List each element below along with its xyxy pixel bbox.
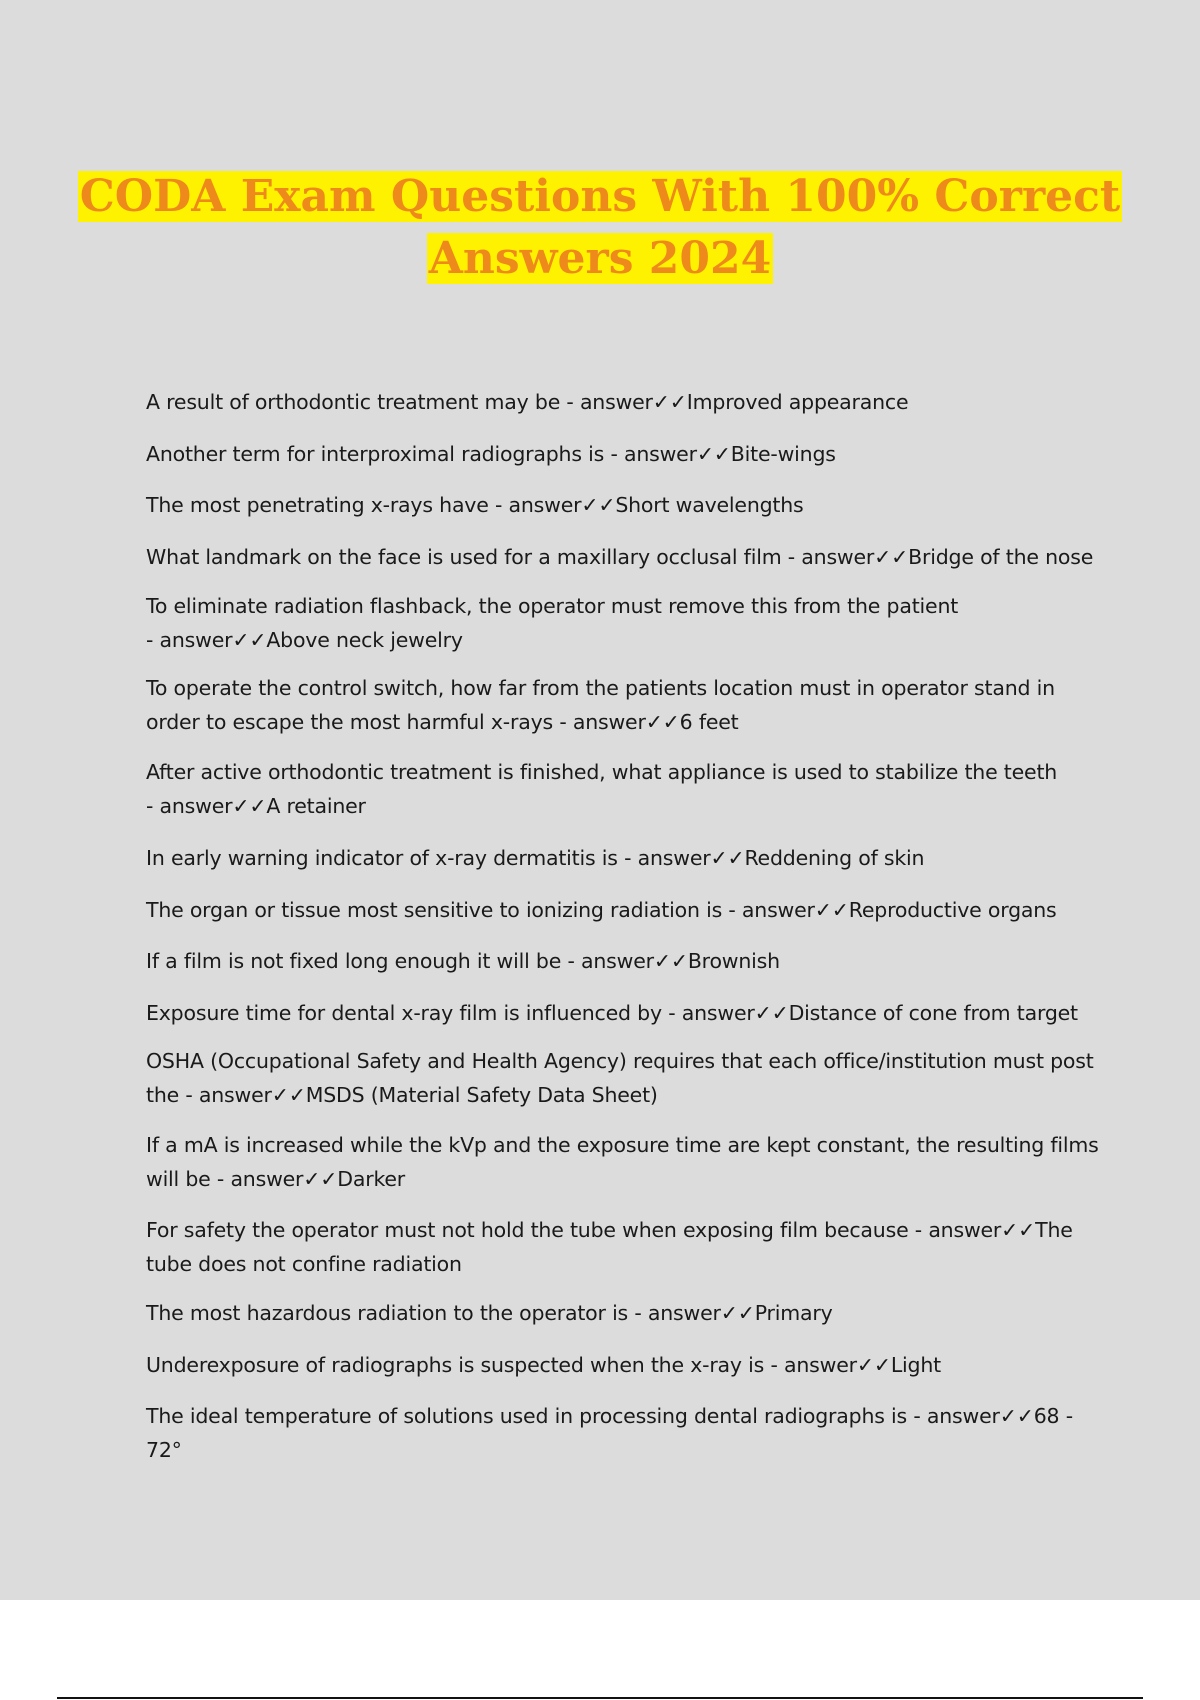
qa-item (146, 1348, 1106, 1382)
answer-separator: - answer (908, 1218, 1002, 1242)
answer-text: The tube does not confine radiation (146, 1218, 1073, 1276)
answer-separator: - answer (628, 1301, 721, 1325)
answer-text: Distance of cone from target (788, 1001, 1078, 1025)
question-text: The organ or tissue most sensitive to ionizing radiation is (146, 898, 723, 922)
question-text: Underexposure of radiographs is suspected when the x-ray is (146, 1353, 765, 1377)
check-mark: ✓✓ (271, 1083, 306, 1107)
check-mark: ✓✓ (1001, 1218, 1036, 1242)
answer-text: Primary (754, 1301, 833, 1325)
question-text: A result of orthodontic treatment may be (146, 390, 561, 414)
qa-item (146, 841, 1106, 875)
question-text: To eliminate radiation flashback, the operator must remove this from the patient (146, 594, 959, 618)
check-mark: ✓✓ (720, 1301, 755, 1325)
check-mark: ✓✓ (856, 1353, 891, 1377)
question-text: The ideal temperature of solutions used in processing dental radiographs is (146, 1404, 908, 1428)
check-mark: ✓✓ (232, 628, 267, 652)
qa-item (146, 893, 1106, 927)
check-mark: ✓✓ (696, 442, 731, 466)
answer-separator: - answer (604, 442, 697, 466)
question-text: Exposure time for dental x-ray film is influenced by (146, 1001, 662, 1025)
qa-item (146, 1296, 1106, 1330)
answer-text: Bite-wings (730, 442, 836, 466)
answer-text: Darker (337, 1167, 406, 1191)
document-title (0, 166, 1200, 290)
question-text: The most penetrating x-rays have (146, 493, 489, 517)
answer-separator: - answer (488, 493, 582, 517)
question-text: If a film is not fixed long enough it will be (146, 949, 562, 973)
answer-separator: - answer (764, 1353, 857, 1377)
check-mark: ✓✓ (232, 794, 267, 818)
answer-text: Brownish (687, 949, 780, 973)
qa-item (146, 488, 1106, 522)
answer-text: A retainer (266, 794, 366, 818)
question-text: In early warning indicator of x-ray dermatitis is (146, 846, 618, 870)
qa-item (146, 996, 1106, 1030)
check-mark: ✓✓ (710, 846, 745, 870)
question-text: After active orthodontic treatment is finished, what appliance is used to stabilize the teeth (146, 760, 1058, 784)
question-text: What landmark on the face is used for a maxillary occlusal film (146, 545, 782, 569)
qa-item (146, 1213, 1106, 1281)
answer-separator: - answer (722, 898, 815, 922)
answer-separator: - answer (146, 794, 233, 818)
check-mark: ✓✓ (999, 1404, 1034, 1428)
check-mark: ✓✓ (653, 949, 688, 973)
answer-text: Light (890, 1353, 941, 1377)
answer-separator: - answer (179, 1083, 272, 1107)
answer-separator: - answer (617, 846, 711, 870)
check-mark: ✓✓ (303, 1167, 338, 1191)
answer-separator: - answer (146, 628, 233, 652)
qa-item (146, 1044, 1106, 1112)
check-mark: ✓✓ (874, 545, 909, 569)
answer-separator: - answer (553, 710, 646, 734)
answer-text: Reddening of skin (744, 846, 925, 870)
answer-text: MSDS (Material Safety Data Sheet) (305, 1083, 658, 1107)
answer-separator: - answer (661, 1001, 755, 1025)
answer-text: Above neck jewelry (266, 628, 463, 652)
footer-divider (57, 1697, 1143, 1699)
check-mark: ✓✓ (645, 710, 680, 734)
qa-item (146, 1128, 1106, 1196)
answer-text: 6 feet (679, 710, 739, 734)
answer-separator: - answer (561, 949, 654, 973)
answer-text: Short wavelengths (615, 493, 804, 517)
title-line-1: CODA Exam Questions With 100% Correct (79, 171, 1121, 222)
check-mark: ✓✓ (754, 1001, 789, 1025)
qa-item (146, 540, 1106, 574)
qa-item (146, 589, 1106, 657)
answer-text: 68 - 72° (146, 1404, 1073, 1462)
answer-separator: - answer (781, 545, 875, 569)
title-line-2: Answers 2024 (428, 233, 772, 284)
qa-item (146, 944, 1106, 978)
question-text: OSHA (Occupational Safety and Health Agency) requires that each office/institution must post the (146, 1049, 1094, 1107)
answer-separator: - answer (907, 1404, 1000, 1428)
qa-item (146, 755, 1106, 823)
check-mark: ✓✓ (814, 898, 849, 922)
question-text: Another term for interproximal radiographs is (146, 442, 605, 466)
answer-text: Reproductive organs (848, 898, 1057, 922)
qa-item (146, 1399, 1106, 1467)
check-mark: ✓✓ (581, 493, 616, 517)
question-text: If a mA is increased while the kVp and the exposure time are kept constant, the resulting films will be (146, 1133, 1099, 1191)
question-text: The most hazardous radiation to the operator is (146, 1301, 629, 1325)
answer-separator: - answer (210, 1167, 304, 1191)
qa-item (146, 385, 1106, 419)
question-text: For safety the operator must not hold the tube when exposing film because (146, 1218, 909, 1242)
answer-text: Improved appearance (686, 390, 909, 414)
qa-item (146, 671, 1106, 739)
answer-separator: - answer (560, 390, 653, 414)
answer-text: Bridge of the nose (908, 545, 1094, 569)
qa-item (146, 437, 1106, 471)
check-mark: ✓✓ (652, 390, 687, 414)
question-text: To operate the control switch, how far from the patients location must in operator stand in order to escape the most harmful x-rays (146, 676, 1055, 734)
